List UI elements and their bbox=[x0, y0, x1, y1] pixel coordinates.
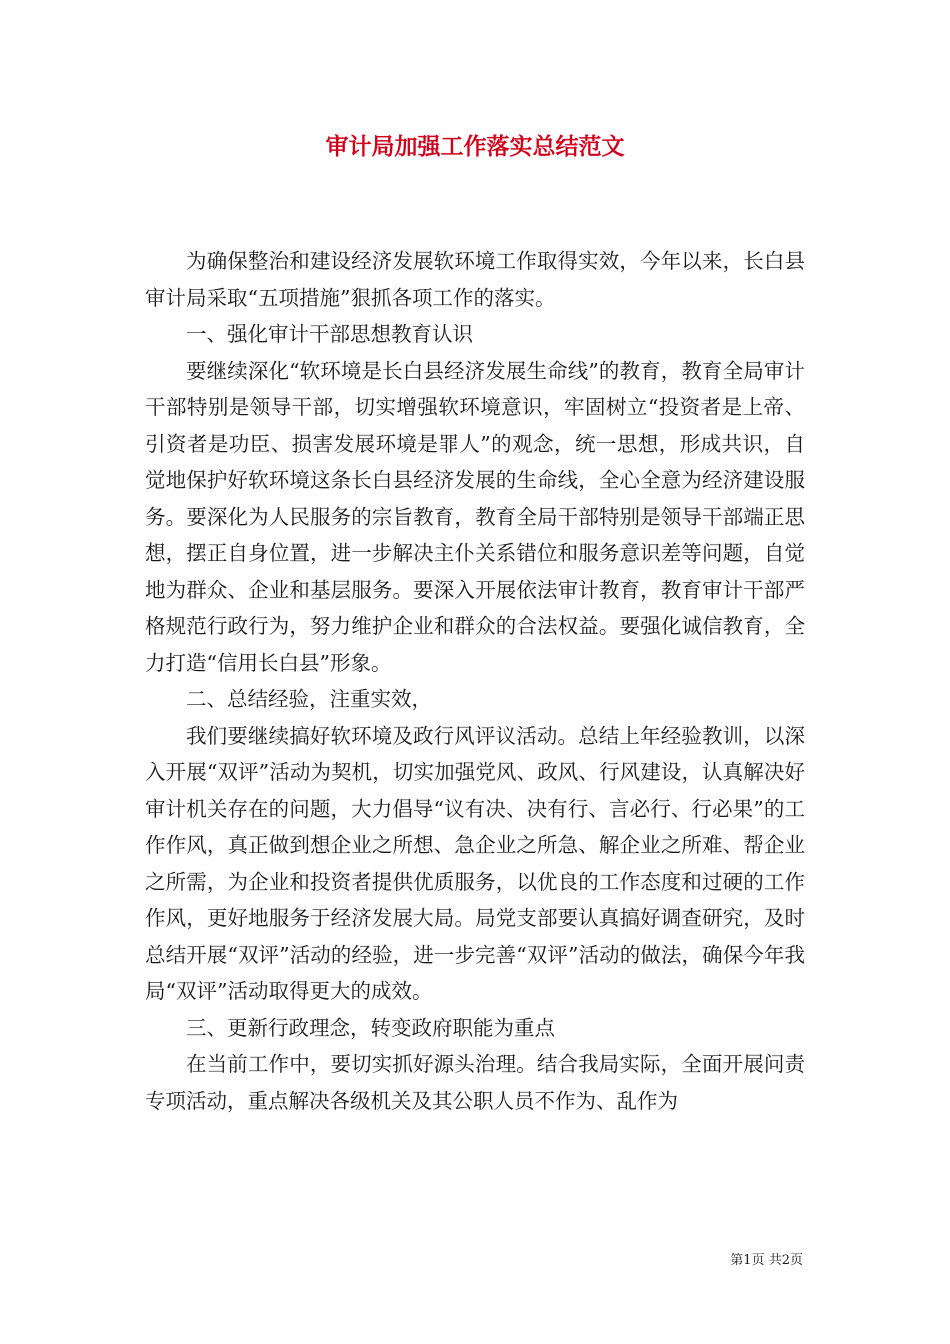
page-number-footer bbox=[730, 1252, 803, 1270]
document-body bbox=[145, 243, 805, 1119]
page-prefix: 第 bbox=[730, 1253, 744, 1268]
paragraph-section-2: 我们要继续搞好软环境及政行风评议活动。总结上年经验教训，以深入开展“双评”活动为契机，切实加强党风、政风、行风建设，认真解决好审计机关存在的问题，大力倡导“议有决、决有行、言必行、行必果”的工作作风，真正做到想企业之所想、急企业之所急、解企业之所难、帮企业之所需，为企业和投资者提供优质服务，以优良的工作态度和过硬的工作作风，更好地服务于经济发展大局。局党支部要认真搞好调查研究，及时总结开展“双评”活动的经验，进一步完善“双评”活动的做法，确保今年我局“双评”活动取得更大的成效。 bbox=[145, 723, 805, 1003]
document-title: 审计局加强工作落实总结范文 bbox=[325, 134, 625, 160]
section-heading-2: 二、总结经验，注重实效， bbox=[186, 687, 432, 711]
paragraph-section-3: 在当前工作中，要切实抓好源头治理。结合我局实际，全面开展问责专项活动，重点解决各级机关及其公职人员不作为、乱作为 bbox=[145, 1052, 805, 1113]
section-heading-1: 一、强化审计干部思想教育认识 bbox=[186, 322, 473, 346]
page-mid: 页 共 bbox=[751, 1253, 782, 1268]
page-suffix: 页 bbox=[789, 1253, 803, 1268]
page-current: 1 bbox=[743, 1253, 752, 1268]
paragraph-intro: 为确保整治和建设经济发展软环境工作取得实效，今年以来，长白县审计局采取“五项措施”狠抓各项工作的落实。 bbox=[145, 249, 805, 310]
page-total: 2 bbox=[781, 1253, 790, 1268]
paragraph-section-1: 要继续深化“软环境是长白县经济发展生命线”的教育，教育全局审计干部特别是领导干部，切实增强软环境意识，牢固树立“投资者是上帝、引资者是功臣、损害发展环境是罪人”的观念，统一思想，形成共识，自觉地保护好软环境这条长白县经济发展的生命线，全心全意为经济建设服务。要深化为人民服务的宗旨教育，教育全局干部特别是领导干部端正思想，摆正自身位置，进一步解决主仆关系错位和服务意识差等问题，自觉地为群众、企业和基层服务。要深入开展依法审计教育，教育审计干部严格规范行政行为，努力维护企业和群众的合法权益。要强化诚信教育，全力打造“信用长白县”形象。 bbox=[145, 358, 805, 675]
section-heading-3: 三、更新行政理念，转变政府职能为重点 bbox=[186, 1015, 555, 1040]
